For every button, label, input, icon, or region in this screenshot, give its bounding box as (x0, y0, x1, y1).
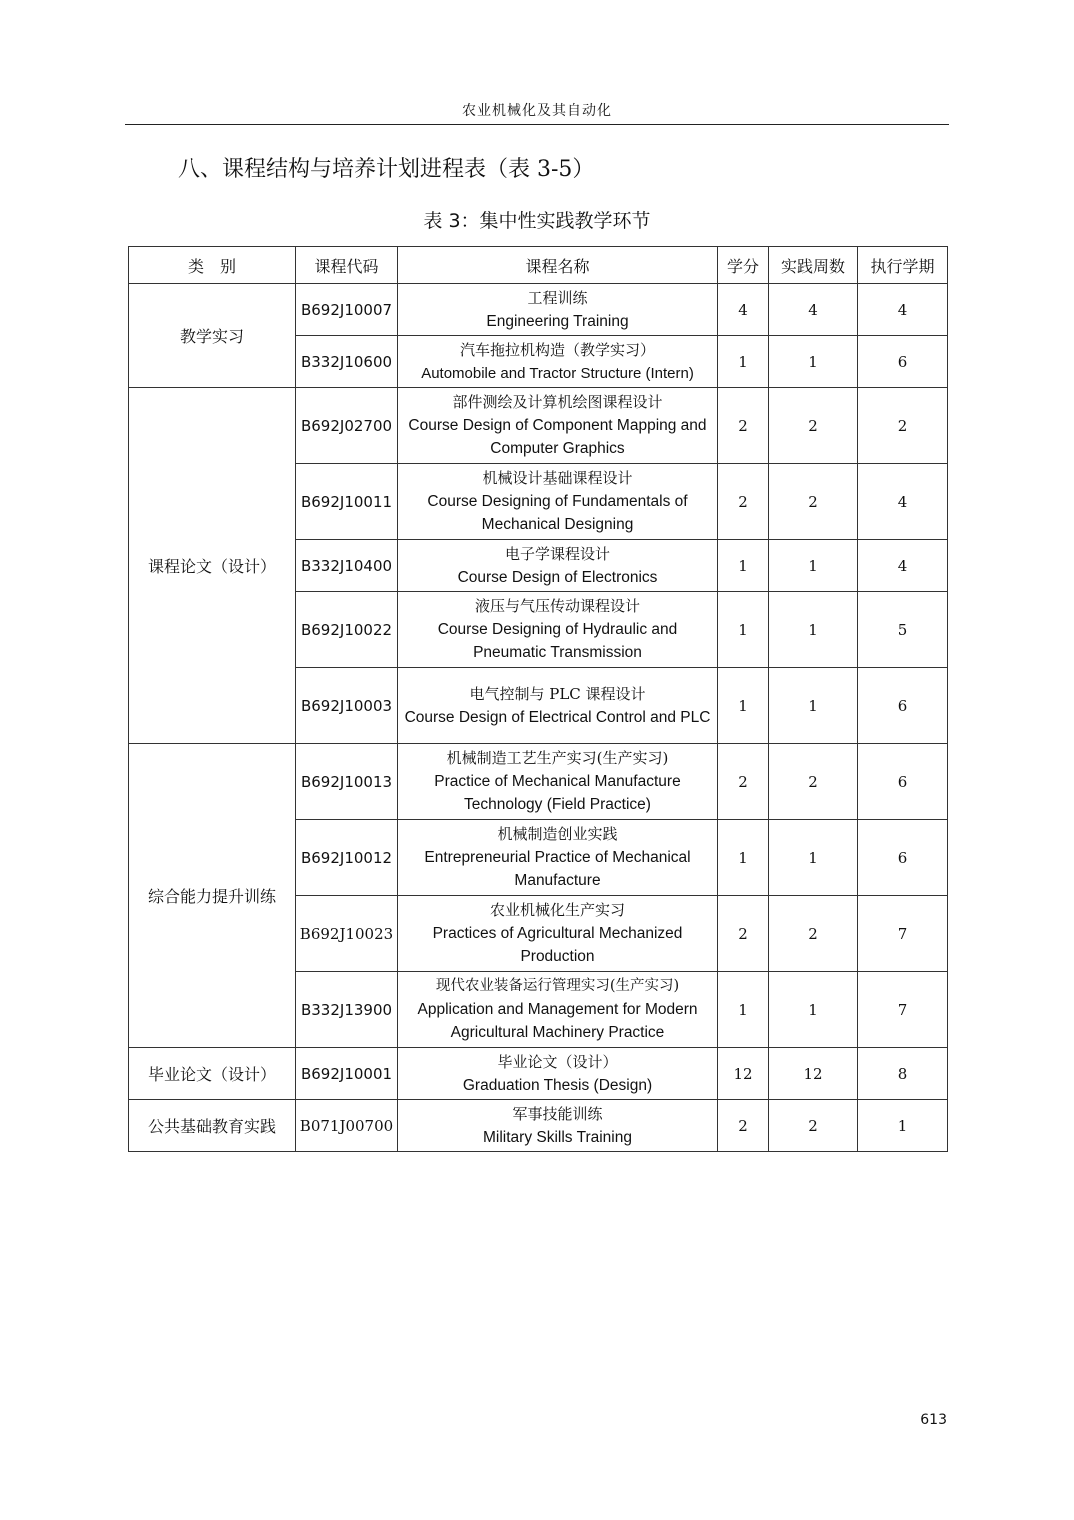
table-header-row (129, 247, 948, 284)
credits-cell: 2 (718, 896, 769, 972)
credits-cell: 4 (718, 284, 769, 336)
weeks-cell: 1 (769, 336, 858, 388)
weeks-cell: 2 (769, 896, 858, 972)
course-name-zh: 军事技能训练 (512, 1104, 603, 1123)
semester-cell: 8 (858, 1048, 948, 1100)
semester-cell: 6 (858, 336, 948, 388)
course-name (398, 388, 718, 464)
course-name-en: Automobile and Tractor Structure (Intern) (421, 364, 694, 382)
course-name-en: Practices of Agricultural Mechanized Production (432, 925, 683, 965)
course-code: B692J10007 (296, 284, 398, 336)
course-name-en: Course Designing of Hydraulic and Pneumatic Transmission (437, 621, 678, 661)
category-cell: 课程论文（设计） (129, 388, 296, 744)
semester-cell: 6 (858, 744, 948, 820)
credits-cell: 1 (718, 336, 769, 388)
table-row (129, 1100, 948, 1152)
course-name-en: Graduation Thesis (Design) (462, 1076, 653, 1094)
header-weeks: 实践周数 (769, 247, 858, 284)
credits-cell: 1 (718, 668, 769, 744)
table-title: 表 3：集中性实践教学环节 (423, 210, 651, 232)
credits-cell: 1 (718, 820, 769, 896)
course-name-zh: 液压与气压传动课程设计 (474, 597, 640, 615)
weeks-cell: 2 (769, 388, 858, 464)
course-code: B692J10001 (296, 1048, 398, 1100)
course-name (398, 336, 718, 388)
course-code: B071J00700 (296, 1100, 398, 1152)
header-category: 类 别 (129, 247, 296, 284)
course-name-zh: 农业机械化生产实习 (489, 901, 625, 919)
category-cell: 毕业论文（设计） (129, 1048, 296, 1100)
course-name-zh: 部件测绘及计算机绘图课程设计 (452, 393, 663, 411)
semester-cell: 2 (858, 388, 948, 464)
course-name (398, 668, 718, 744)
credits-cell: 1 (718, 972, 769, 1048)
section-title: 八、课程结构与培养计划进程表（表 3-5） (178, 157, 595, 182)
weeks-cell: 2 (769, 1100, 858, 1152)
header-code: 课程代码 (296, 247, 398, 284)
header-name: 课程名称 (398, 247, 718, 284)
semester-cell: 4 (858, 540, 948, 592)
semester-cell: 7 (858, 972, 948, 1048)
weeks-cell: 1 (769, 592, 858, 668)
table-row (129, 284, 948, 336)
credits-cell: 2 (718, 388, 769, 464)
semester-cell: 6 (858, 820, 948, 896)
table-row (129, 744, 948, 820)
course-name-zh: 电气控制与 PLC 课程设计 (469, 684, 646, 703)
course-code: B332J13900 (296, 972, 398, 1048)
table-row (129, 388, 948, 464)
course-name-zh: 现代农业装备运行管理实习(生产实习) (435, 978, 680, 994)
course-code: B692J10003 (296, 668, 398, 744)
course-name (398, 540, 718, 592)
course-name (398, 972, 718, 1048)
practice-table (128, 246, 948, 1152)
course-name-zh: 机械制造工艺生产实习(生产实习) (446, 749, 669, 767)
page-number: 613 (920, 1412, 947, 1428)
course-name-zh: 机械制造创业实践 (497, 825, 618, 843)
course-name-en: Course Design of Electrical Control and PLC (404, 708, 711, 726)
credits-cell: 1 (718, 540, 769, 592)
credits-cell: 12 (718, 1048, 769, 1100)
weeks-cell: 1 (769, 820, 858, 896)
weeks-cell: 2 (769, 464, 858, 540)
header-rule (125, 124, 949, 125)
semester-cell: 4 (858, 284, 948, 336)
semester-cell: 4 (858, 464, 948, 540)
course-code: B692J10011 (296, 464, 398, 540)
category-cell: 教学实习 (129, 284, 296, 388)
semester-cell: 6 (858, 668, 948, 744)
course-name-zh: 机械设计基础课程设计 (482, 469, 633, 487)
header-semester: 执行学期 (858, 247, 948, 284)
weeks-cell: 1 (769, 972, 858, 1048)
course-name (398, 284, 718, 336)
table-row (129, 1048, 948, 1100)
course-name (398, 1100, 718, 1152)
course-code: B332J10400 (296, 540, 398, 592)
course-name-en: Practice of Mechanical Manufacture Technology (Field Practice) (434, 773, 681, 813)
category-cell: 综合能力提升训练 (129, 744, 296, 1048)
course-name-zh: 工程训练 (527, 288, 588, 307)
course-name (398, 744, 718, 820)
course-name-en: Military Skills Training (482, 1128, 632, 1146)
course-name-en: Course Designing of Fundamentals of Mechanical Designing (427, 493, 688, 533)
credits-cell: 2 (718, 744, 769, 820)
course-name-en: Course Design of Component Mapping and Computer Graphics (408, 417, 707, 457)
weeks-cell: 1 (769, 540, 858, 592)
course-name (398, 896, 718, 972)
semester-cell: 7 (858, 896, 948, 972)
header-credits: 学分 (718, 247, 769, 284)
credits-cell: 2 (718, 1100, 769, 1152)
running-header: 农业机械化及其自动化 (462, 103, 612, 119)
course-name-zh: 汽车拖拉机构造（教学实习） (459, 340, 655, 359)
course-name (398, 592, 718, 668)
course-name-zh: 电子学课程设计 (504, 544, 610, 563)
weeks-cell: 12 (769, 1048, 858, 1100)
course-name-en: Application and Management for Modern Agricultural Machinery Practice (417, 1001, 698, 1041)
credits-cell: 2 (718, 464, 769, 540)
course-name (398, 820, 718, 896)
category-cell: 公共基础教育实践 (129, 1100, 296, 1152)
course-name-zh: 毕业论文（设计） (497, 1052, 618, 1071)
course-name-en: Entrepreneurial Practice of Mechanical Manufacture (424, 849, 691, 889)
course-code: B692J02700 (296, 388, 398, 464)
course-name-en: Engineering Training (486, 312, 629, 330)
course-code: B692J10012 (296, 820, 398, 896)
weeks-cell: 4 (769, 284, 858, 336)
semester-cell: 1 (858, 1100, 948, 1152)
weeks-cell: 1 (769, 668, 858, 744)
course-name (398, 1048, 718, 1100)
weeks-cell: 2 (769, 744, 858, 820)
course-code: B692J10013 (296, 744, 398, 820)
course-name (398, 464, 718, 540)
semester-cell: 5 (858, 592, 948, 668)
course-code: B692J10022 (296, 592, 398, 668)
course-name-en: Course Design of Electronics (457, 568, 658, 586)
credits-cell: 1 (718, 592, 769, 668)
course-code: B332J10600 (296, 336, 398, 388)
course-code: B692J10023 (296, 896, 398, 972)
